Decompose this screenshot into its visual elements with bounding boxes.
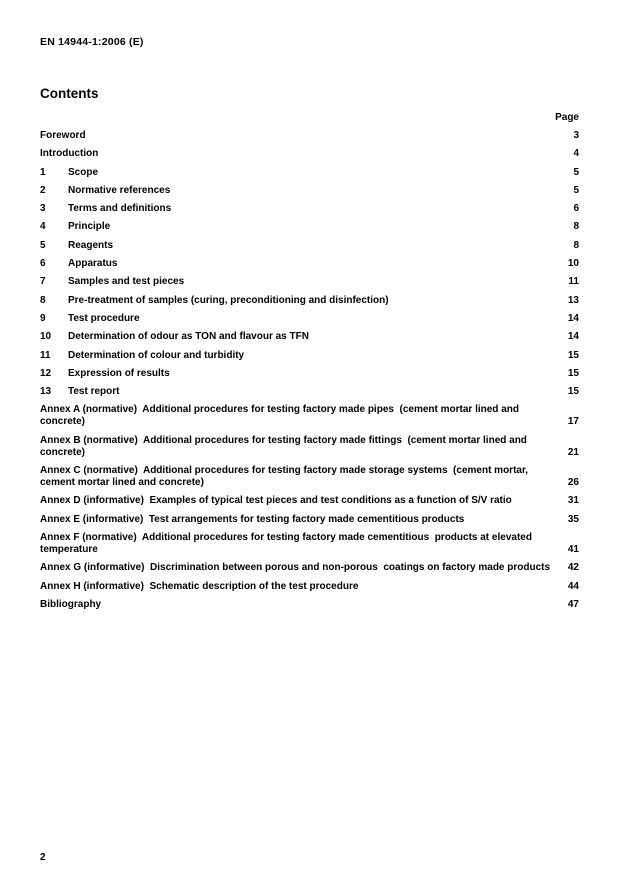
toc-entry	[40, 258, 579, 270]
toc-entry-page: 44	[567, 580, 579, 592]
toc-entry-page: 11	[568, 276, 579, 288]
contents-title: Contents	[40, 86, 99, 101]
toc-entry-number: 12	[40, 367, 52, 379]
toc-entry-page: 31	[567, 495, 579, 507]
toc-entry-page: 41	[567, 543, 579, 555]
toc-entry-number: 13	[40, 386, 52, 398]
toc-entry-title: Reagents	[68, 239, 114, 251]
toc-entry-title: Bibliography	[40, 598, 102, 610]
toc-entry-number: 5	[40, 239, 46, 251]
toc-entry-page: 13	[567, 294, 579, 306]
toc-entry-number: 1	[40, 166, 46, 178]
toc-entry-page: 5	[573, 184, 579, 196]
toc-entry-page: 14	[567, 331, 579, 343]
toc-entry-title: Determination of odour as TON and flavour as TFN	[68, 331, 309, 343]
toc-entry-title: Normative references	[68, 184, 171, 196]
toc-entry	[40, 295, 579, 307]
toc-entry	[40, 221, 579, 233]
toc-entry-page: 8	[573, 239, 579, 251]
table-of-contents	[40, 130, 579, 611]
toc-entry-page: 47	[567, 598, 579, 610]
toc-entry	[40, 167, 579, 179]
toc-entry-title: Annex G (informative) Discrimination between porous and non-porous coatings on factory made products	[40, 562, 551, 574]
toc-entry-title: Samples and test pieces	[68, 276, 185, 288]
toc-entry-number: 3	[40, 203, 46, 215]
toc-entry-page: 8	[573, 221, 579, 233]
toc-entry	[40, 465, 579, 489]
toc-entry-page: 10	[567, 258, 579, 270]
toc-entry-title: Principle	[68, 221, 111, 233]
toc-entry-number: 9	[40, 312, 46, 324]
toc-entry	[40, 435, 579, 459]
toc-entry-page: 15	[567, 367, 579, 379]
toc-entry	[40, 130, 579, 142]
toc-entry-title: Annex B (normative) Additional procedures for testing factory made fittings (cement mortar lined and concrete)	[40, 434, 530, 458]
toc-entry-page: 42	[567, 562, 579, 574]
toc-entry-title: Scope	[68, 166, 99, 178]
toc-entry-title: Annex H (informative) Schematic description of the test procedure	[40, 580, 359, 592]
toc-entry-number: 6	[40, 258, 46, 270]
toc-entry	[40, 599, 579, 611]
toc-entry	[40, 240, 579, 252]
toc-entry	[40, 350, 579, 362]
toc-entry-title: Apparatus	[68, 258, 118, 270]
toc-entry	[40, 386, 579, 398]
toc-entry-number: 11	[40, 349, 51, 361]
toc-entry	[40, 185, 579, 197]
toc-entry	[40, 404, 579, 428]
toc-entry-title: Expression of results	[68, 367, 170, 379]
toc-entry-page: 21	[567, 446, 579, 458]
toc-entry	[40, 331, 579, 343]
toc-entry	[40, 514, 579, 526]
toc-entry-page: 3	[573, 130, 579, 141]
toc-entry-number: 10	[40, 331, 52, 343]
toc-entry-page: 35	[567, 513, 579, 525]
toc-entry-page: 15	[567, 386, 579, 398]
toc-entry	[40, 148, 579, 160]
toc-entry-title: Annex E (informative) Test arrangements for testing factory made cementitious products	[40, 513, 465, 525]
page-column-label: Page	[555, 112, 579, 123]
toc-entry-title: Foreword	[40, 130, 86, 141]
toc-entry-number: 4	[40, 221, 46, 233]
document-header: EN 14944-1:2006 (E)	[40, 36, 144, 48]
toc-entry-number: 7	[40, 276, 46, 288]
toc-entry-title: Annex A (normative) Additional procedures for testing factory made pipes (cement mortar lined and concrete)	[40, 404, 522, 428]
toc-entry-title: Annex C (normative) Additional procedures for testing factory made storage systems (cement mortar, cement mortar lined and concrete)	[40, 465, 531, 489]
toc-entry	[40, 313, 579, 325]
toc-entry-page: 15	[567, 349, 579, 361]
toc-entry-title: Annex D (informative) Examples of typical test pieces and test conditions as a function of S/V ratio	[40, 495, 512, 507]
toc-entry	[40, 495, 579, 507]
toc-entry	[40, 562, 579, 574]
toc-entry-page: 6	[573, 203, 579, 215]
toc-entry-page: 4	[573, 148, 579, 160]
toc-entry-page: 5	[573, 166, 579, 178]
toc-entry	[40, 203, 579, 215]
toc-entry	[40, 368, 579, 380]
toc-entry-page: 26	[567, 477, 579, 489]
toc-entry-page: 14	[567, 312, 579, 324]
toc-entry-title: Determination of colour and turbidity	[68, 349, 245, 361]
toc-entry-page: 17	[567, 416, 579, 428]
toc-entry	[40, 276, 579, 288]
toc-entry	[40, 581, 579, 593]
toc-entry-number: 8	[40, 294, 46, 306]
toc-entry	[40, 532, 579, 556]
toc-entry-title: Terms and definitions	[68, 203, 172, 215]
toc-entry-title: Test report	[68, 386, 120, 398]
toc-entry-title: Test procedure	[68, 312, 140, 324]
toc-entry-title: Pre-treatment of samples (curing, preconditioning and disinfection)	[68, 294, 389, 306]
toc-entry-title: Introduction	[40, 148, 99, 160]
toc-entry-title: Annex F (normative) Additional procedures for testing factory made cementitious products at elevated temperature	[40, 531, 535, 555]
page-number-footer: 2	[40, 852, 46, 863]
toc-entry-number: 2	[40, 184, 46, 196]
